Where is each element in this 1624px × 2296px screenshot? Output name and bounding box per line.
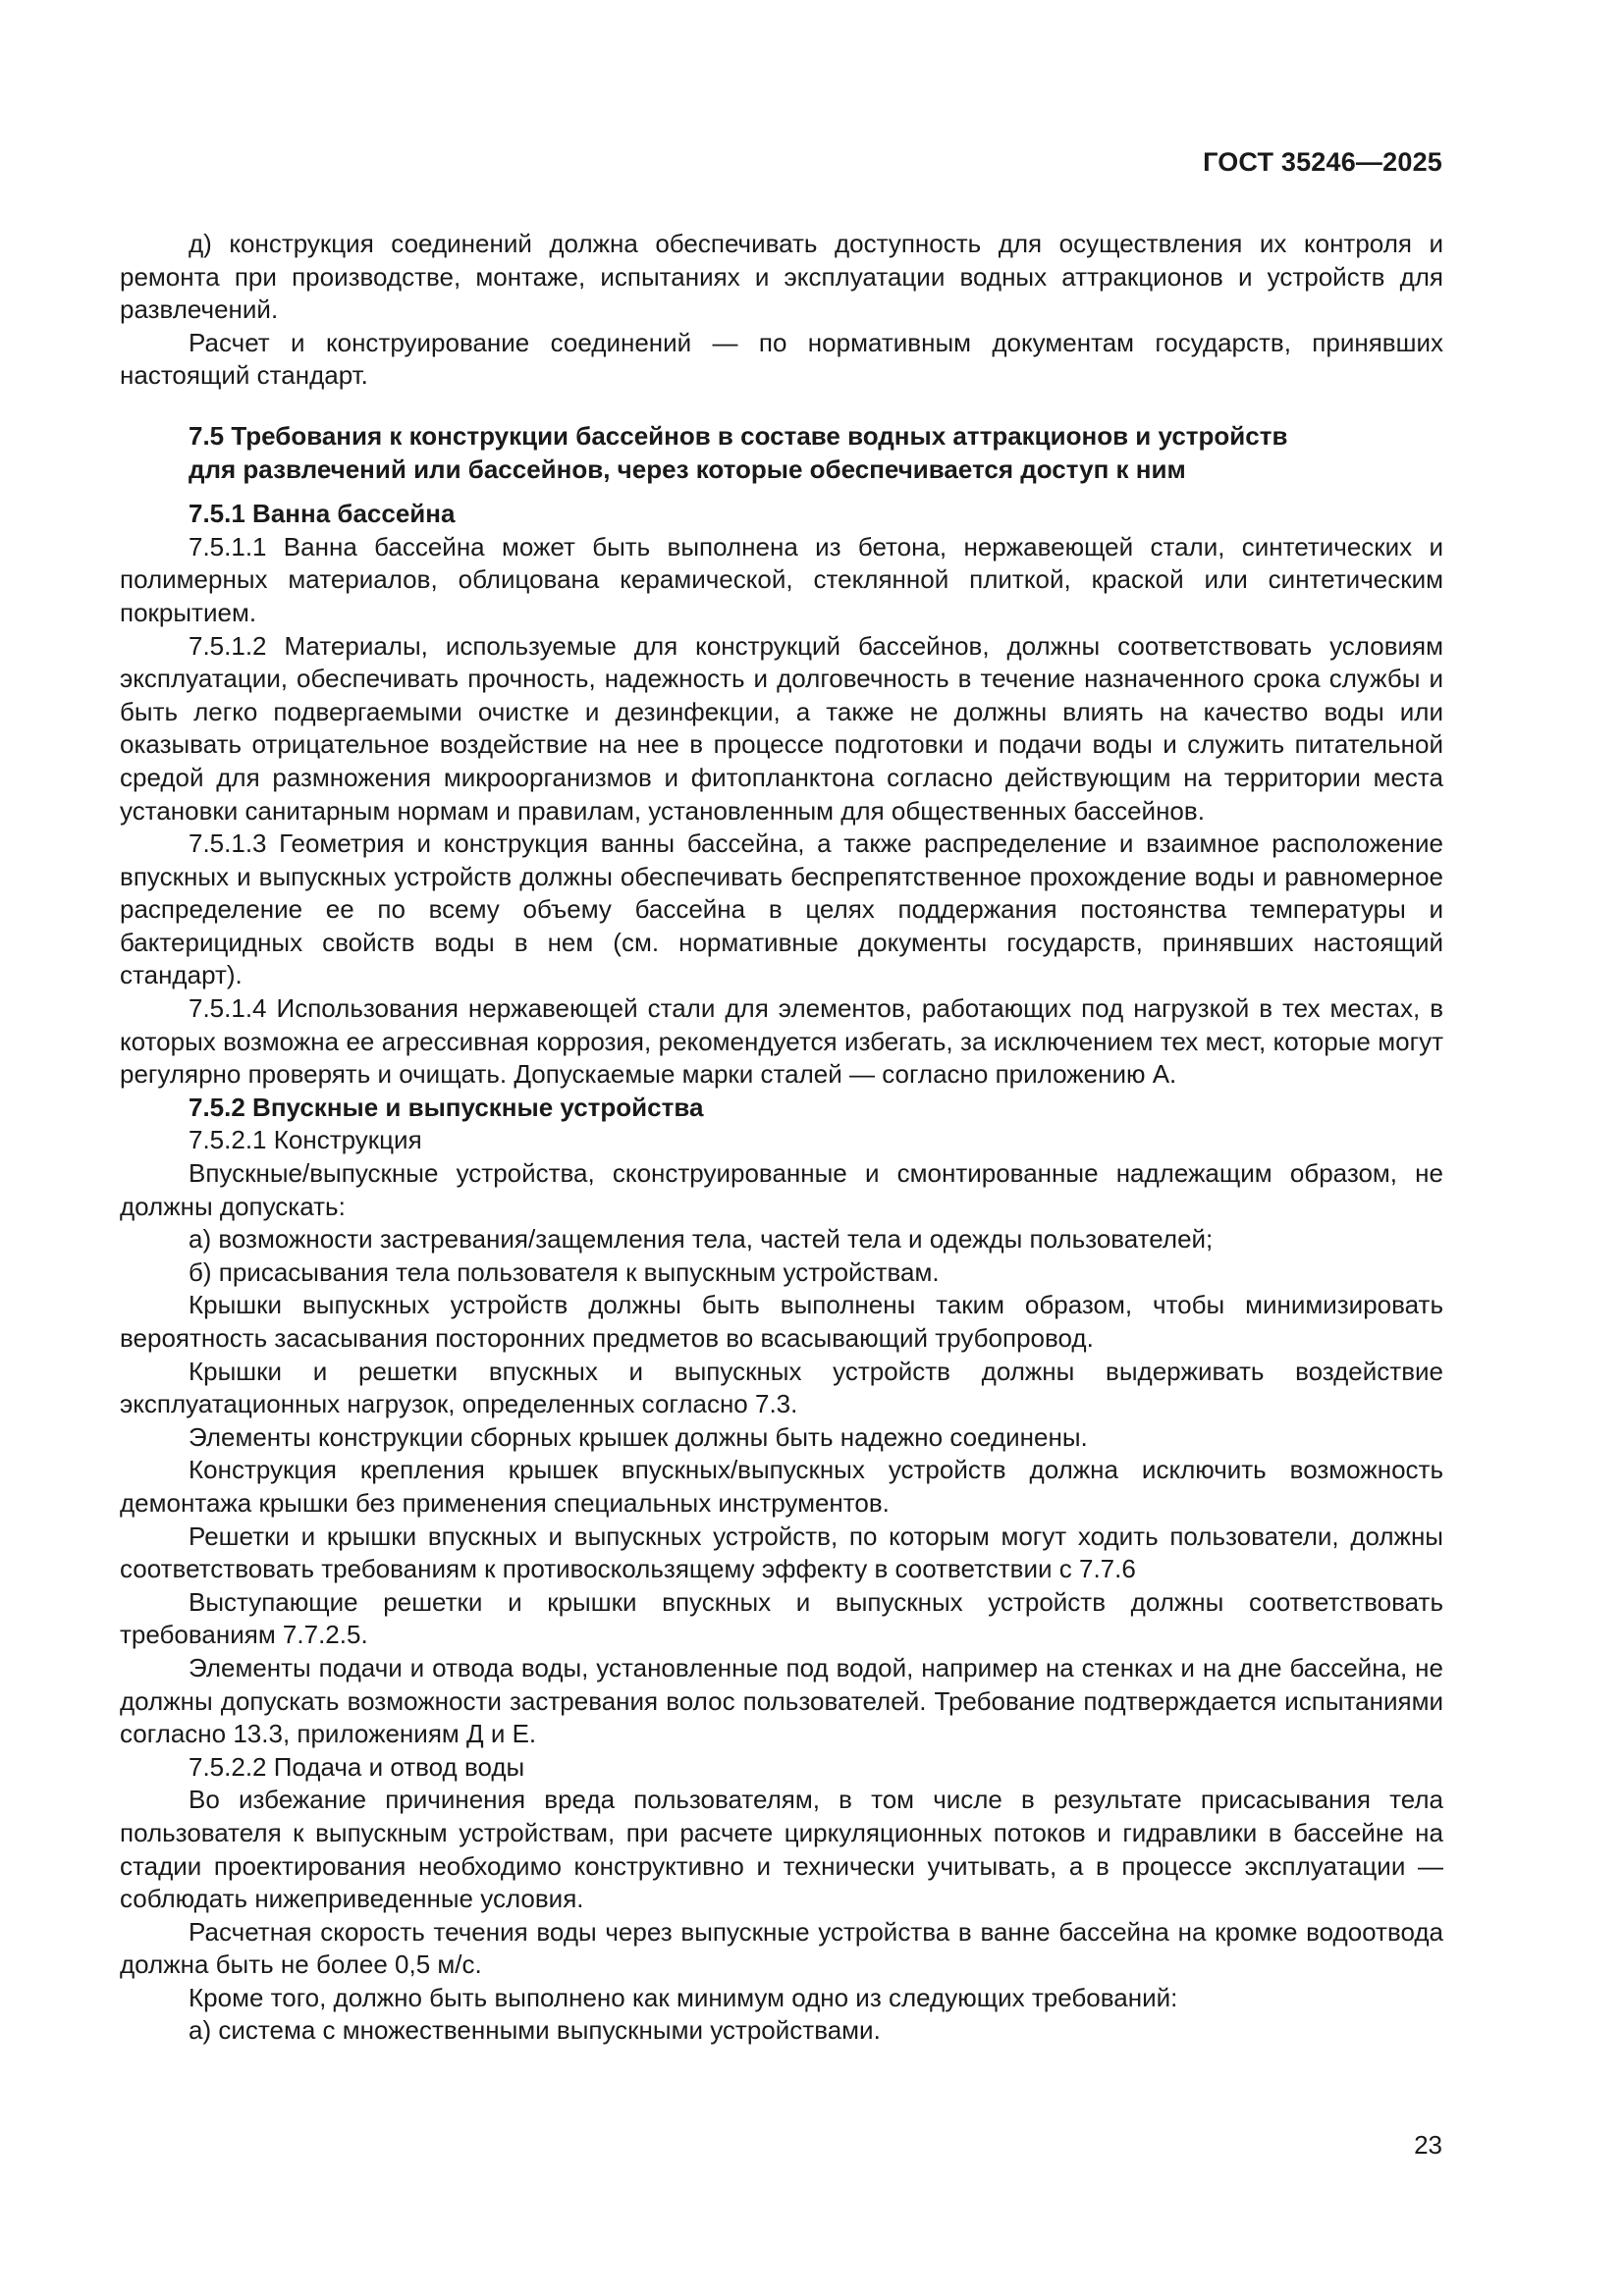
paragraph: Во избежание причинения вреда пользователям, в том числе в результате присасывания тела пользователя к выпускным устройствам, при расчете циркуляционных потоков и гидравлики в бассейне на стадии проектирования необходимо конструктивно и технически учитывать, а в процессе эксплуатации — соблюдать нижеприведенные условия. [120, 1785, 1443, 1914]
page-number: 23 [1414, 2130, 1442, 2160]
paragraph: 7.5.2.2 Подача и отвод воды [189, 1751, 525, 1782]
document-header-id: ГОСТ 35246—2025 [1203, 147, 1442, 177]
paragraph: 7.5.1.1 Ванна бассейна может быть выполнена из бетона, нержавеющей стали, синтетических и полимерных материалов, облицована керамической, стеклянной плиткой, краской или синтетическим покрытием. [120, 531, 1443, 627]
paragraph: Кроме того, должно быть выполнено как минимум одно из следующих требований: [189, 1982, 1178, 2012]
list-item: б) присасывания тела пользователя к выпускным устройствам. [189, 1256, 940, 1287]
paragraph: Впускные/выпускные устройства, сконструированные и смонтированные надлежащим образом, не должны допускать: [120, 1158, 1443, 1221]
paragraph: Расчетная скорость течения воды через выпускные устройства в ванне бассейна на кромке водоотвода должна быть не более 0,5 м/с. [120, 1916, 1443, 1980]
section-heading-line: 7.5 Требования к конструкции бассейнов в составе водных аттракционов и устройств [189, 420, 1288, 451]
subsection-heading-7-5-1: 7.5.1 Ванна бассейна [189, 499, 456, 529]
paragraph: Элементы подачи и отвода воды, установленные под водой, например на стенках и на дне бассейна, не должны допускать возможности застревания волос пользователей. Требование подтверждается испытаниями согласно 13.3, приложениям Д и Е. [120, 1652, 1443, 1749]
paragraph: Крышки выпускных устройств должны быть выполнены таким образом, чтобы минимизировать вероятность засасывания посторонних предметов во всасывающий трубопровод. [120, 1290, 1443, 1353]
paragraph: Выступающие решетки и крышки впускных и выпускных устройств должны соответствовать требованиям 7.7.2.5. [120, 1586, 1443, 1650]
paragraph: Элементы конструкции сборных крышек должны быть надежно соединены. [189, 1421, 1088, 1452]
list-item: а) возможности застревания/защемления тела, частей тела и одежды пользователей; [189, 1224, 1214, 1255]
paragraph: д) конструкция соединений должна обеспечивать доступность для осуществления их контроля и ремонта при производстве, монтаже, испытаниях и эксплуатации водных аттракционов и устройств для развлечений. [120, 229, 1443, 325]
paragraph: Расчет и конструирование соединений — по нормативным документам государств, принявших настоящий стандарт. [120, 327, 1443, 391]
subsection-heading-7-5-2: 7.5.2 Впускные и выпускные устройства [189, 1092, 704, 1122]
paragraph: Крышки и решетки впускных и выпускных устройств должны выдерживать воздействие эксплуатационных нагрузок, определенных согласно 7.3. [120, 1356, 1443, 1419]
paragraph: 7.5.1.2 Материалы, используемые для конструкций бассейнов, должны соответствовать условиям эксплуатации, обеспечивать прочность, надежность и долговечность в течение назначенного срока службы и быть легко подвергаемыми очистке и дезинфекции, а также не должны влиять на качество воды или оказывать отрицательное воздействие на нее в процессе подготовки и подачи воды и служить питательной средой для размножения микроорганизмов и фитопланктона согласно действующим на территории места установки санитарным нормам и правилам, установленным для общественных бассейнов. [120, 630, 1443, 826]
paragraph: 7.5.1.3 Геометрия и конструкция ванны бассейна, а также распределение и взаимное расположение впускных и выпускных устройств должны обеспечивать беспрепятственное прохождение воды и равномерное распределение ее по всему объему бассейна в целях поддержания постоянства температуры и бактерицидных свойств воды в нем (см. нормативные документы государств, принявших настоящий стандарт). [120, 828, 1443, 990]
document-body [120, 228, 1443, 2048]
paragraph: Решетки и крышки впускных и выпускных устройств, по которым могут ходить пользователи, должны соответствовать требованиям к противоскользящему эффекту в соответствии с 7.7.6 [120, 1521, 1443, 1584]
list-item: а) система с множественными выпускными устройствами. [189, 2015, 881, 2046]
paragraph: 7.5.1.4 Использования нержавеющей стали для элементов, работающих под нагрузкой в тех местах, в которых возможна ее агрессивная коррозия, рекомендуется избегать, за исключением тех мест, которые могут регулярно проверять и очищать. Допускаемые марки сталей — согласно приложению А. [120, 993, 1443, 1090]
paragraph: 7.5.2.1 Конструкция [189, 1125, 422, 1155]
paragraph: Конструкция крепления крышек впускных/выпускных устройств должна исключить возможность демонтажа крышки без применения специальных инструментов. [120, 1455, 1443, 1518]
section-heading-line: для развлечений или бассейнов, через которые обеспечивается доступ к ним [189, 454, 1186, 484]
section-heading-7-5 [120, 420, 1443, 486]
